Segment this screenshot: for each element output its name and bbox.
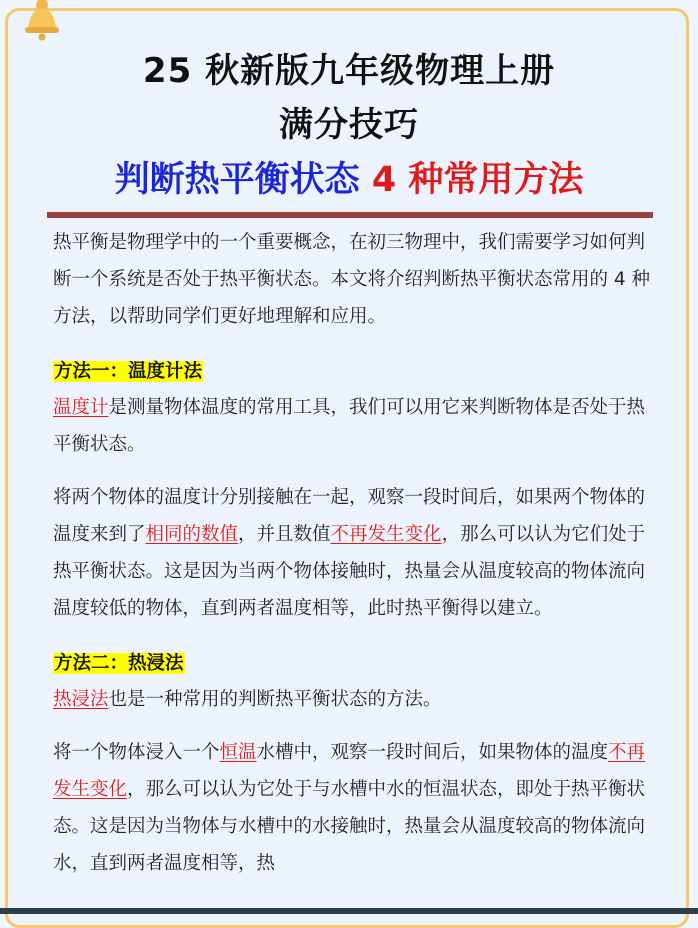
page-title-line2: 满分技巧 xyxy=(279,105,419,145)
intro-paragraph: 热平衡是物理学中的一个重要概念，在初三物理中，我们需要学习如何判断一个系统是否处于热平衡状态。本文将介绍判断热平衡状态常用的 4 种方法，以帮助同学们更好地理解和应用。 xyxy=(53,232,651,327)
bottom-bar xyxy=(0,908,698,914)
method2-term: 热浸法 xyxy=(53,689,109,710)
subtitle-blue: 判断热平衡状态 xyxy=(114,160,360,200)
method1-paragraph1 xyxy=(53,389,653,463)
method2-highlight-constant-temp: 恒温 xyxy=(219,742,257,763)
title-divider xyxy=(47,212,653,218)
method1-highlight-same-value: 相同的数值 xyxy=(145,524,239,545)
method1-p2-text-a: 将两个物体的温度计分别接触在一起，观察一段时间后，如果两个物体的温度来到了 xyxy=(53,487,646,545)
title-block xyxy=(0,44,698,208)
method2-paragraph2 xyxy=(53,734,653,882)
subtitle-red: 4 种常用方法 xyxy=(371,160,584,200)
method1-heading: 方法一：温度计法 xyxy=(54,361,203,382)
method2-heading-row xyxy=(53,647,653,681)
method2-highlight-no-change: 不再发生变化 xyxy=(53,742,646,800)
method1-heading-row xyxy=(53,355,653,389)
page-subtitle xyxy=(0,152,698,208)
article-body xyxy=(53,224,653,882)
method2-p2-text-b: 水槽中，观察一段时间后，如果物体的温度 xyxy=(256,742,609,763)
method1-term: 温度计 xyxy=(53,397,109,418)
method2-p2-text-a: 将一个物体浸入一个 xyxy=(53,742,220,763)
method1-p2-text-c: ，那么可以认为它们处于热平衡状态。这是因为当两个物体接触时，热量会从温度较高的物体流向温度较低的物体，直到两者温度相等，此时热平衡得以建立。 xyxy=(53,524,646,619)
method2-p2-text-c: ，那么可以认为它处于与水槽中水的恒温状态，即处于热平衡状态。这是因为当物体与水槽中的水接触时，热量会从温度较高的物体流向水，直到两者温度相等，热 xyxy=(53,779,646,874)
page-title-line1: 25 秋新版九年级物理上册 xyxy=(142,51,556,91)
method2-paragraph1 xyxy=(53,681,653,718)
method1-p2-text-b: ，并且数值 xyxy=(238,524,331,545)
method1-paragraph2 xyxy=(53,479,653,627)
method1-highlight-no-change: 不再发生变化 xyxy=(330,524,442,545)
bell-icon xyxy=(22,0,62,41)
method1-p1-text: 是测量物体温度的常用工具，我们可以用它来判断物体是否处于热平衡状态。 xyxy=(53,397,646,455)
method2-heading: 方法二：热浸法 xyxy=(54,653,184,674)
method2-p1-text: 也是一种常用的判断热平衡状态的方法。 xyxy=(108,689,442,710)
